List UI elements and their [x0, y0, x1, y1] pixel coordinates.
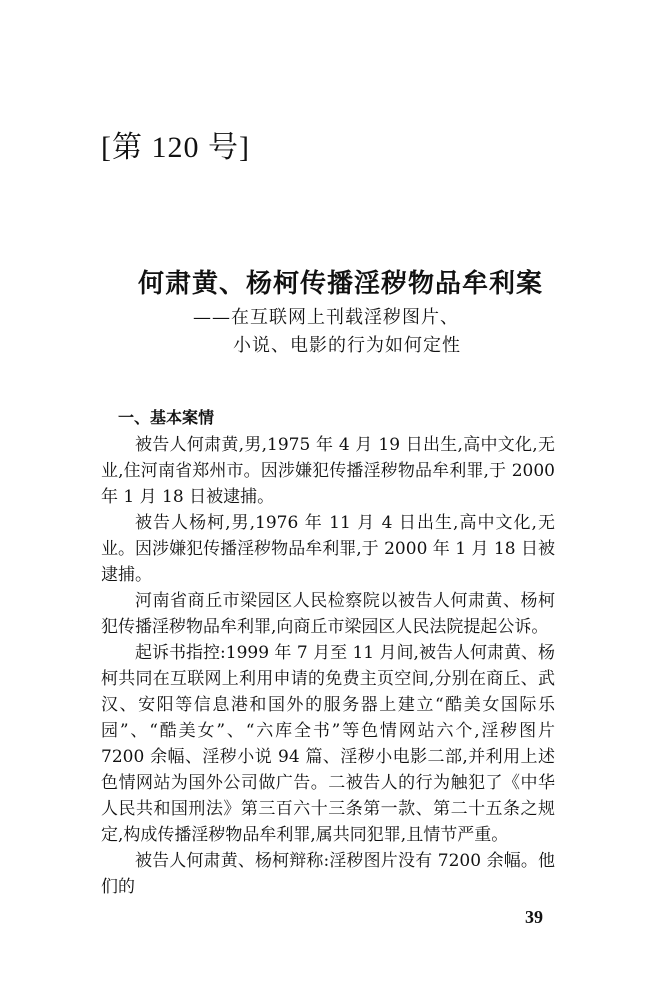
- body-text: [101, 432, 555, 900]
- case-number: [第 120 号]: [101, 131, 250, 164]
- page-number: 39: [525, 907, 543, 927]
- subtitle-line-2: 小说、电影的行为如何定性: [233, 335, 461, 356]
- paragraph: 起诉书指控:1999 年 7 月至 11 月间,被告人何肃黄、杨柯共同在互联网上利用申请的免费主页空间,分别在商丘、武汉、安阳等信息港和国外的服务器上建立“酷美女国际乐园”、“酷美女”、“六库全书”等色情网站六个,淫秽图片 7200 余幅、淫秽小说 94 篇、淫秽小电影二部,并利用上述色情网站为国外公司做广告。二被告人的行为触犯了《中华人民共和国刑法》第三百六十三条第一款、第二十五条之规定,构成传播淫秽物品牟利罪,属共同犯罪,且情节严重。: [101, 643, 555, 845]
- paragraph: 被告人何肃黄、杨柯辩称:淫秽图片没有 7200 余幅。他们的: [101, 851, 555, 897]
- paragraph: 被告人何肃黄,男,1975 年 4 月 19 日出生,高中文化,无业,住河南省郑州市。因涉嫌犯传播淫秽物品牟利罪,于 2000 年 1 月 18 日被逮捕。: [101, 435, 555, 507]
- section-heading: 一、基本案情: [118, 408, 215, 427]
- paragraph: 被告人杨柯,男,1976 年 11 月 4 日出生,高中文化,无业。因涉嫌犯传播淫秽物品牟利罪,于 2000 年 1 月 18 日被逮捕。: [101, 513, 555, 585]
- subtitle-line-1: ——在互联网上刊载淫秽图片、: [193, 307, 459, 328]
- paragraph: 河南省商丘市梁园区人民检察院以被告人何肃黄、杨柯犯传播淫秽物品牟利罪,向商丘市梁园区人民法院提起公诉。: [101, 591, 555, 637]
- case-title: 何肃黄、杨柯传播淫秽物品牟利案: [137, 269, 543, 299]
